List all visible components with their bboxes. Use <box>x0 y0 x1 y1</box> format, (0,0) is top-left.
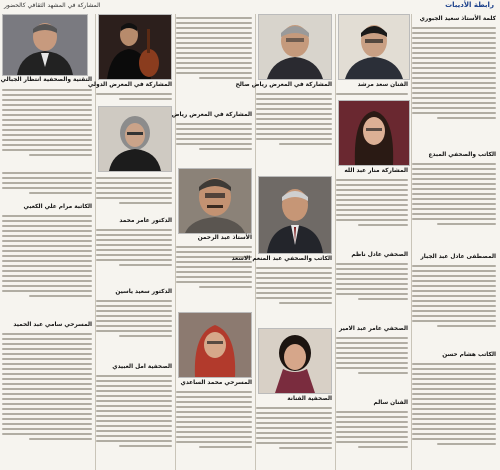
article-text <box>176 388 252 470</box>
heading: التقنية والصحفية انتظار الجبالي <box>0 77 92 83</box>
portrait-man-suit-tie-image <box>259 177 331 253</box>
article-text <box>336 334 408 396</box>
heading: المشاركة منار عبد الله <box>344 168 408 174</box>
heading: الصحفية امل العبيدي <box>112 364 172 370</box>
portrait-woman-grey-hair-image <box>99 107 171 171</box>
portrait-woman-short-hair-photo <box>258 328 332 394</box>
portrait-musician-cello-image <box>99 15 171 79</box>
heading: المسرحي محمد الساعدي <box>180 380 252 386</box>
heading: الكاتب والصحفي عبد المنعم الاسعد <box>231 256 332 262</box>
heading: المشاركة في المعرض رياض <box>171 112 252 118</box>
portrait-man-glasses-image <box>339 15 409 79</box>
portrait-musician-cello-photo <box>98 14 172 80</box>
article-text <box>176 243 252 311</box>
portrait-woman-short-hair-image <box>259 329 331 393</box>
article-text <box>256 404 332 470</box>
portrait-woman-grey-hair-photo <box>98 106 172 172</box>
article-text <box>96 90 172 104</box>
article-text <box>2 212 92 317</box>
portrait-man-mustache-image <box>179 169 251 233</box>
portrait-man-glasses-photo <box>338 14 410 80</box>
column-2 <box>88 14 174 470</box>
article-text <box>176 120 252 166</box>
article-text <box>2 86 92 166</box>
article-text <box>2 330 92 470</box>
article-text <box>176 14 252 108</box>
article-text <box>412 160 496 250</box>
article-text <box>336 90 408 98</box>
article-text <box>412 24 496 148</box>
article-text <box>336 260 408 322</box>
page-header <box>0 0 500 14</box>
article-text <box>336 176 408 248</box>
heading: الفنان سالم <box>373 400 408 406</box>
portrait-woman-dark-hair-image <box>339 101 409 165</box>
heading: الفنان سعد مرشد <box>357 82 408 88</box>
article-text <box>336 408 408 470</box>
header-right-text: رابطة الأديبات <box>445 1 494 9</box>
heading: الصحفية الفنانة <box>287 396 332 402</box>
heading: الأستاذ عبد الرحمن <box>197 235 252 241</box>
article-text <box>96 372 172 470</box>
article-text <box>96 174 172 214</box>
column-5 <box>336 14 410 470</box>
heading: الكاتب هشام حسن <box>442 352 496 358</box>
heading: المشاركة في المعرض رياض صالح <box>235 82 332 88</box>
article-text <box>96 297 172 357</box>
heading: كلمة الأستاذ سعيد الجبوري <box>419 16 496 22</box>
heading: الصحفي عادل ناظم <box>351 252 408 258</box>
heading: المصطفى عادل عبد الجبار <box>420 254 496 260</box>
article-text <box>96 226 172 284</box>
portrait-man-grey-hair-photo <box>258 14 332 80</box>
heading: المشاركة في المعرض الدولي <box>88 82 172 88</box>
portrait-man-mustache-photo <box>178 168 252 234</box>
article-text <box>256 90 332 172</box>
portrait-man-grey-hair-image <box>259 15 331 79</box>
column-1 <box>2 14 94 470</box>
portrait-man-suit-image <box>3 15 87 75</box>
article-text <box>412 360 496 470</box>
heading: الكاتبة مرام علي الكعبي <box>23 204 92 210</box>
heading: الكاتب والصحفي المبدع <box>428 152 496 158</box>
header-left-text: المشاركة في المشهد الثقافي كالحضور <box>4 2 101 9</box>
heading: الصحفي عامر عبد الامير <box>338 326 408 332</box>
heading: الدكتور عامر محمد <box>119 218 172 224</box>
heading: الدكتور سعيد ياسين <box>115 289 172 295</box>
portrait-woman-hijab-image <box>179 313 251 377</box>
article-text <box>2 169 92 199</box>
portrait-man-suit-tie-photo <box>258 176 332 254</box>
portrait-woman-hijab-photo <box>178 312 252 378</box>
portrait-man-suit-photo <box>2 14 88 76</box>
article-text <box>256 264 332 324</box>
article-text <box>412 262 496 348</box>
portrait-woman-dark-hair-photo <box>338 100 410 166</box>
heading: المسرحي سامي عبد الحميد <box>13 322 92 328</box>
column-4 <box>231 14 334 470</box>
column-6 <box>412 14 498 470</box>
